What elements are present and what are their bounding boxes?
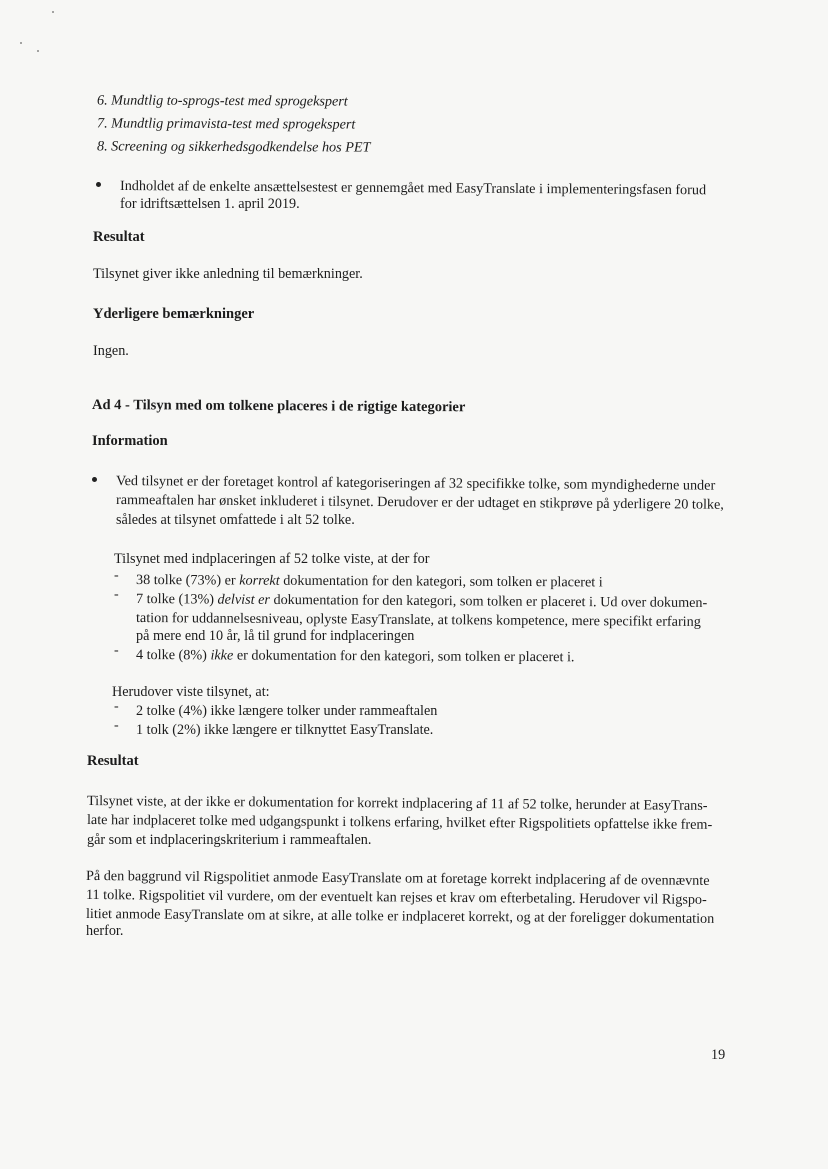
section-title: Ad 4 - Tilsyn med om tolkene placeres i de rigtige kategorier: [91, 397, 466, 416]
scan-speck: [20, 42, 22, 44]
dash-marker: -: [114, 568, 119, 583]
bullet-text-line: således at tilsynet omfattede i alt 52 tolke.: [116, 512, 355, 528]
dash-marker: -: [114, 643, 119, 658]
result-paragraph-line: 11 tolke. Rigspolitiet vil vurdere, om der eventuelt kan rejses et krav om efterbetaling. Herudover vil Rigspo-: [85, 887, 707, 908]
result-heading: Resultat: [87, 753, 139, 769]
finding-partial-line2: tation for uddannelsesniveau, oplyste EasyTranslate, at tolkens kompetence, mere specifikt erfaring: [135, 610, 701, 630]
information-heading: Information: [92, 433, 168, 449]
finding-correct: 38 tolke (73%) er korrekt dokumentation for den kategori, som tolken er placeret i: [135, 572, 603, 591]
bullet-icon: [96, 182, 101, 187]
result-paragraph-line: litiet anmode EasyTranslate om at sikre, at alle tolke er indplaceret korrekt, og at der foreligger dokumentation: [85, 906, 715, 927]
numbered-item-6: 6. Mundtlig to-sprogs-test med sprogekspert: [96, 92, 348, 110]
bullet-text-line: for idriftsættelsen 1. april 2019.: [120, 196, 300, 212]
result-text: Tilsynet giver ikke anledning til bemærkninger.: [93, 266, 363, 282]
further-finding: 2 tolke (4%) ikke længere tolker under rammeaftalen: [136, 703, 438, 719]
numbered-item-7: 7. Mundtlig primavista-test med sprogekspert: [96, 115, 356, 133]
result-paragraph-line: På den baggrund vil Rigspolitiet anmode EasyTranslate om at foretage korrekt indplacering af de ovennævnte: [85, 868, 710, 889]
result-paragraph-line: går som et indplaceringskriterium i rammeaftalen.: [87, 832, 372, 848]
further-remarks-heading: Yderligere bemærkninger: [93, 306, 255, 322]
finding-partial-line3: på mere end 10 år, lå til grund for indplaceringen: [136, 628, 415, 644]
scan-speck: [52, 11, 54, 13]
bullet-text-line: Indholdet af de enkelte ansættelsestest er gennemgået med EasyTranslate i implementeringsfasen forud: [119, 178, 707, 199]
finding-partial: 7 tolke (13%) delvist er dokumentation for den kategori, som tolken er placeret i. Ud over dokumen-: [135, 591, 708, 611]
result-heading: Resultat: [93, 229, 145, 245]
result-paragraph-line: herfor.: [86, 923, 124, 939]
further-finding: 1 tolk (2%) ikke længere er tilknyttet EasyTranslate.: [136, 722, 434, 738]
result-paragraph-line: late har indplaceret tolke med udgangspunkt i tolkens erfaring, hvilket efter Rigspolitiets opfattelse ikke frem-: [86, 812, 713, 833]
bullet-icon: [92, 477, 97, 482]
findings-intro: Tilsynet med indplaceringen af 52 tolke viste, at der for: [114, 551, 430, 567]
dash-marker: -: [114, 587, 119, 602]
numbered-item-8: 8. Screening og sikkerhedsgodkendelse hos PET: [96, 138, 371, 156]
finding-missing: 4 tolke (8%) ikke er dokumentation for den kategori, som tolken er placeret i.: [135, 647, 575, 666]
scan-speck: [37, 50, 39, 52]
dash-marker: -: [114, 699, 119, 714]
further-findings-intro: Herudover viste tilsynet, at:: [112, 684, 270, 700]
page-number: 19: [711, 1047, 726, 1063]
bullet-text-line: Ved tilsynet er der foretaget kontrol af kategoriseringen af 32 specifikke tolke, som myndighederne under: [115, 473, 716, 494]
dash-marker: -: [114, 718, 119, 733]
result-paragraph-line: Tilsynet viste, at der ikke er dokumentation for korrekt indplacering af 11 af 52 tolke, herunder at EasyTrans-: [86, 793, 708, 814]
bullet-text-line: rammeaftalen har ønsket inkluderet i tilsynet. Derudover er der udtaget en stikprøve på yderligere 20 tolke,: [115, 492, 724, 513]
further-remarks-text: Ingen.: [93, 343, 129, 359]
